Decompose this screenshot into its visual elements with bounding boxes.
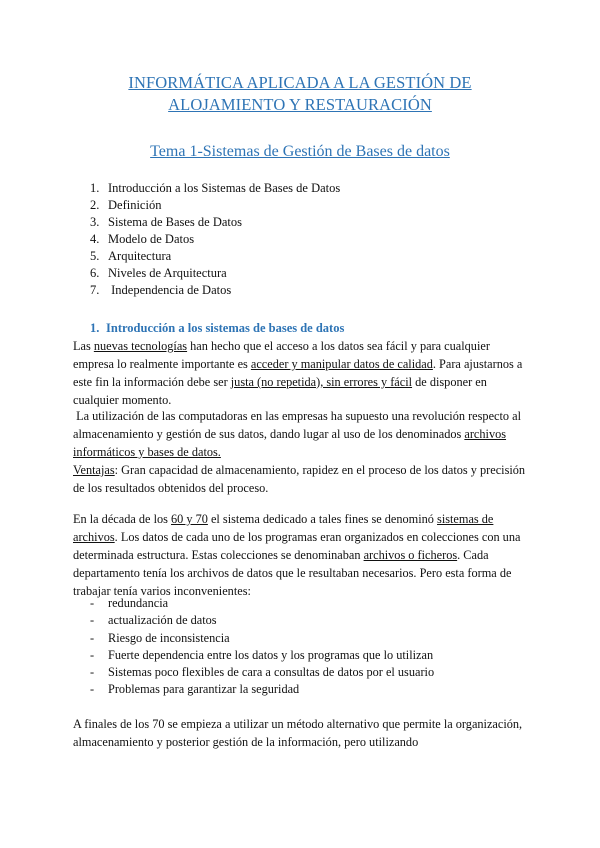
toc-item (90, 231, 340, 248)
list-item: - redundancia (90, 595, 434, 612)
toc-item (90, 197, 340, 214)
table-of-contents (90, 180, 340, 299)
section-heading-text: Introducción a los sistemas de bases de datos (106, 321, 345, 335)
toc-item-number: 5. (90, 249, 100, 263)
toc-item-number: 3. (90, 215, 100, 229)
list-item: - Fuerte dependencia entre los datos y los programas que lo utilizan (90, 647, 434, 664)
section-number: 1. (90, 321, 100, 335)
toc-item (90, 265, 340, 282)
inconvenientes-list (90, 595, 434, 699)
toc-item-number: 7. (90, 283, 100, 297)
text-run: : Gran capacidad de almacenamiento, rapidez en el proceso de los datos y precisión de los resultados obtenidos del proceso. (73, 463, 526, 495)
ventajas-label: Ventajas (73, 463, 115, 477)
toc-item-text: Definición (108, 198, 162, 212)
toc-item-text: Independencia de Datos (108, 283, 232, 297)
text-run: . Los datos de cada uno de los programas eran organizados en colecciones con una determinada estructura. Estas colecciones se denominaban (73, 530, 521, 562)
toc-item (90, 180, 340, 197)
text-run: han hecho que el acceso a los datos sea fácil y para cualquier empresa lo realmente importante es (73, 339, 490, 371)
paragraph-1 (73, 337, 533, 409)
list-item-text: Riesgo de inconsistencia (108, 630, 230, 645)
list-item-text: Problemas para garantizar la seguridad (108, 682, 300, 697)
toc-item-text: Niveles de Arquitectura (108, 266, 227, 280)
list-item-text: redundancia (108, 596, 169, 610)
toc-item-number: 2. (90, 198, 100, 212)
paragraph-2 (73, 407, 533, 497)
toc-item-number: 6. (90, 266, 100, 280)
paragraph-4: A finales de los 70 se empieza a utilizar un método alternativo que permite la organización, almacenamiento y posterior gestión de la información, pero utilizando (73, 717, 523, 749)
list-item-text: actualización de datos (108, 613, 217, 628)
text-run: Las (73, 339, 94, 353)
list-item: - Problemas para garantizar la seguridad (90, 681, 434, 698)
list-item-text: Fuerte dependencia entre los datos y los programas que lo utilizan (108, 647, 434, 662)
paragraph-3 (73, 510, 533, 600)
document-title (0, 72, 600, 116)
text-run: el sistema dedicado a tales fines se denominó (207, 512, 438, 526)
toc-item-text: Sistema de Bases de Datos (108, 215, 243, 229)
toc-item-number: 1. (90, 181, 100, 195)
title-line-1: INFORMÁTICA APLICADA A LA GESTIÓN DE (128, 73, 472, 92)
toc-item-text: Arquitectura (108, 249, 172, 263)
toc-item-number: 4. (90, 232, 100, 246)
underlined-text: 60 y 70 (171, 512, 208, 526)
document-subtitle: Tema 1-Sistemas de Gestión de Bases de datos (150, 143, 450, 160)
list-item-text: Sistemas poco flexibles de cara a consultas de datos por el usuario (108, 665, 435, 680)
text-run: de disponer en cualquier momento. (73, 375, 487, 407)
toc-item (90, 282, 340, 299)
text-run: . Para ajustarnos a este fin la información debe ser (73, 357, 523, 389)
underlined-text: acceder y manipular datos de calidad (250, 357, 433, 371)
section-heading (90, 320, 344, 336)
text-run: La utilización de las computadoras en las empresas ha supuesto una revolución respecto al almacenamiento y gestión de sus datos, dando lugar al uso de los denominados (73, 409, 525, 441)
underlined-text: nuevas tecnologías (93, 339, 188, 353)
title-line-2: ALOJAMIENTO Y RESTAURACIÓN (168, 95, 432, 114)
toc-item (90, 248, 340, 265)
underlined-text: justa (no repetida), sin errores y fácil (230, 375, 413, 389)
toc-item (90, 214, 340, 231)
toc-item-text: Introducción a los Sistemas de Bases de Datos (108, 181, 341, 195)
underlined-text: archivos o ficheros (363, 548, 458, 562)
toc-item-text: Modelo de Datos (108, 232, 195, 246)
list-item: - actualización de datos (90, 612, 434, 629)
underlined-text: sistemas de archivos (73, 512, 494, 544)
underlined-text: archivos informáticos y bases de datos. (73, 427, 507, 459)
text-run: En la década de los (73, 512, 171, 526)
list-item: - Riesgo de inconsistencia (90, 630, 434, 647)
list-item: - Sistemas poco flexibles de cara a consultas de datos por el usuario (90, 664, 434, 681)
text-run: . Cada departamento tenía los archivos de datos que le resultaban necesarios. Pero esta forma de trabajar tenía varios inconvenientes: (73, 548, 512, 598)
